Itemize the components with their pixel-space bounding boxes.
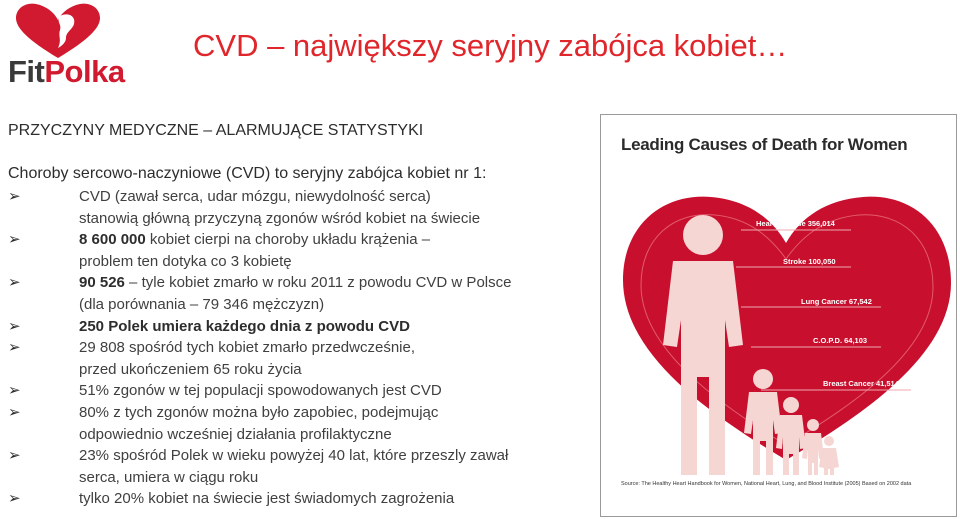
list-item: ➢ 51% zgonów w tej populacji spowodowanych jest CVD <box>8 380 568 402</box>
arrow-bullet-icon: ➢ <box>8 447 21 465</box>
infographic-title: Leading Causes of Death for Women <box>621 135 908 154</box>
arrow-bullet-icon: ➢ <box>8 339 21 357</box>
arrow-bullet-icon: ➢ <box>8 231 21 249</box>
list-item: ➢ 90 526 – tyle kobiet zmarło w roku 2011 z powodu CVD w Polsce (dla porównania – 79 346 mężczyzn) <box>8 274 512 313</box>
list-item: ➢ 8 600 000 kobiet cierpi na choroby układu krążenia – problem ten dotyka co 3 kobietę <box>8 231 431 270</box>
list-item: ➢ 80% z tych zgonów można było zapobiec, podejmując odpowiednio wcześniej działania profilaktyczne <box>8 403 439 443</box>
infographic-source: Source: The Healthy Heart Handbook for Women, National Heart, Lung, and Blood Institute (2005) Based on 2002 data <box>621 481 912 487</box>
infographic-label: C.O.P.D. 64,103 <box>813 336 868 345</box>
arrow-bullet-icon: ➢ <box>8 274 21 292</box>
arrow-bullet-icon: ➢ <box>8 403 21 421</box>
intro-text: Choroby sercowo-naczyniowe (CVD) to seryjny zabójca kobiet nr 1: <box>8 165 487 182</box>
slide-title: CVD – największy seryjny zabójca kobiet… <box>193 28 788 63</box>
list-item: ➢ 250 Polek umiera każdego dnia z powodu CVD <box>8 316 568 338</box>
fitpolka-logo <box>8 2 133 92</box>
logo-text: FitPolka <box>8 54 125 89</box>
infographic-label: Breast Cancer 41,514 <box>823 379 899 388</box>
statistics-list <box>8 186 568 510</box>
infographic-label: Heart Disease 356,014 <box>756 219 835 228</box>
causes-of-death-infographic <box>600 114 957 517</box>
list-item: ➢ tylko 20% kobiet na świecie jest świadomych zagrożenia <box>8 488 568 510</box>
heart-logo-icon <box>8 2 108 62</box>
infographic-label: Lung Cancer 67,542 <box>801 297 872 306</box>
heart-figure-graphic <box>601 115 957 517</box>
arrow-bullet-icon: ➢ <box>8 490 21 508</box>
list-item: ➢ 29 808 spośród tych kobiet zmarło przedwcześnie, przed ukończeniem 65 roku życia <box>8 339 416 378</box>
list-item: ➢ 23% spośród Polek w wieku powyżej 40 lat, które przeszly zawał serca, umiera w ciągu roku <box>8 447 509 486</box>
arrow-bullet-icon: ➢ <box>8 317 21 335</box>
list-item: ➢ CVD (zawał serca, udar mózgu, niewydolność serca) stanowią główną przyczyną zgonów wśród kobiet na świecie <box>8 188 481 227</box>
infographic-label: Stroke 100,050 <box>783 257 836 266</box>
arrow-bullet-icon: ➢ <box>8 382 21 400</box>
arrow-bullet-icon: ➢ <box>8 188 21 205</box>
slide-subtitle: PRZYCZYNY MEDYCZNE – ALARMUJĄCE STATYSTYKI <box>8 122 424 139</box>
